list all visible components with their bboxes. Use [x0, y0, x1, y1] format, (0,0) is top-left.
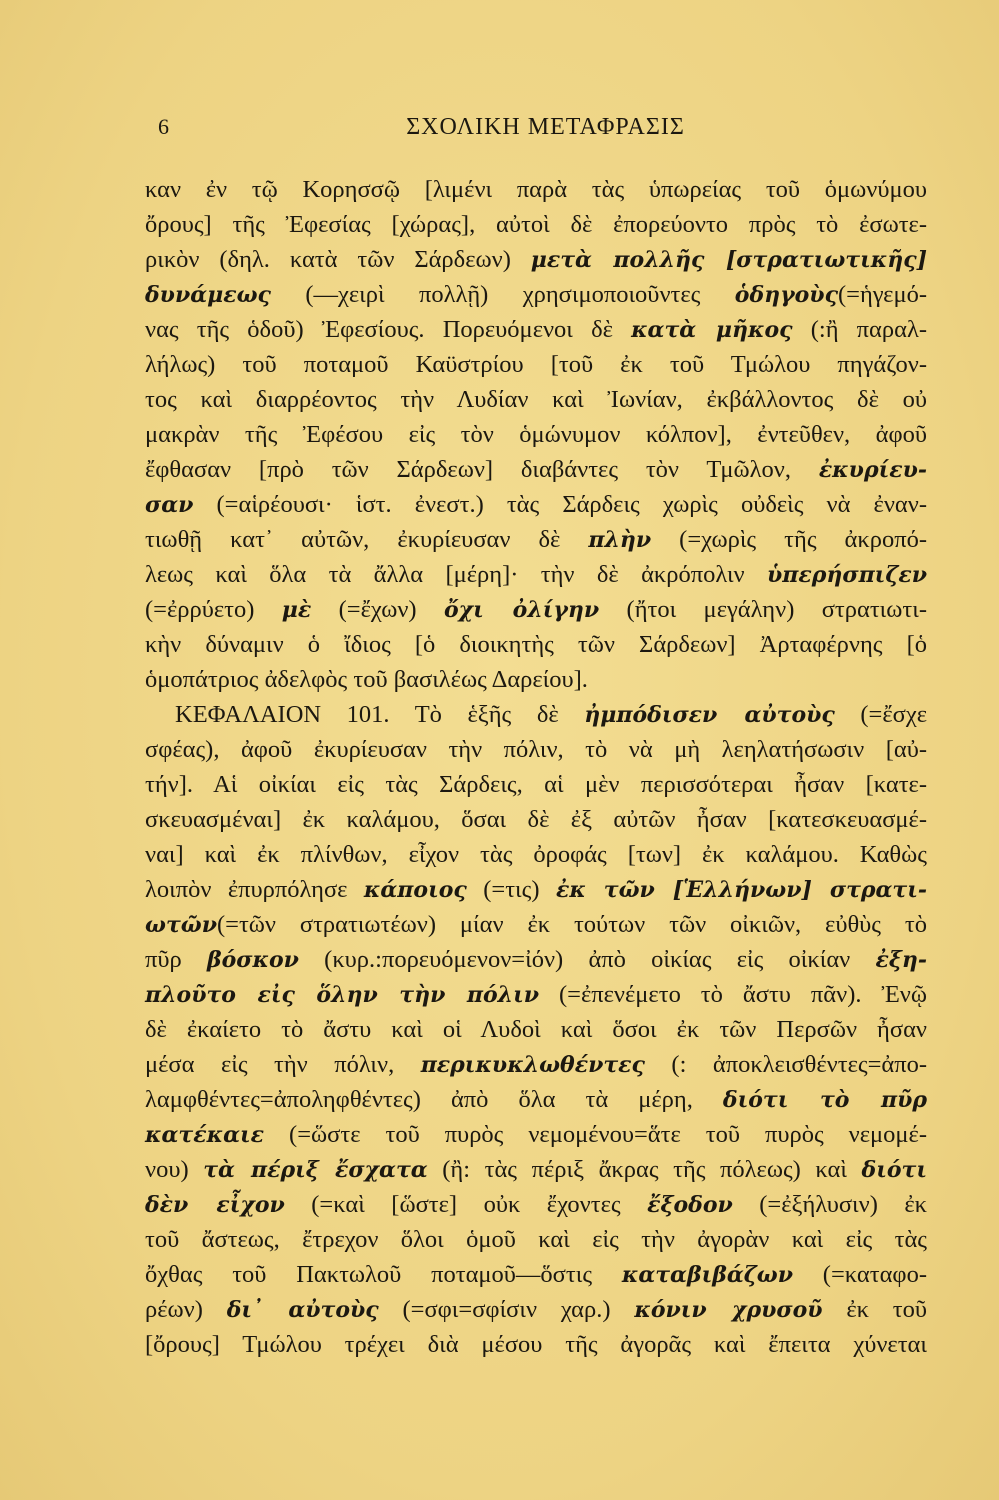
text-line: [145, 732, 927, 767]
running-title: ΣΧΟΛΙΚΗ ΜΕΤΑΦΡΑΣΙΣ: [406, 114, 685, 140]
text-line: [145, 347, 927, 382]
bold-term: διότι τὸ πῦρ: [722, 1087, 928, 1113]
text-run: ρικὸν (δηλ. κατὰ τῶν Σάρδεων): [145, 246, 531, 273]
bold-term: κατέκαιε: [145, 1122, 265, 1148]
text-run: (ἢ: τὰς πέριξ ἄκρας τῆς πόλεως) καὶ: [427, 1156, 862, 1183]
bold-term: δι᾽ αὐτοὺς: [226, 1297, 379, 1323]
text-run: (=σφι=σφίσιν χαρ.): [378, 1296, 635, 1323]
text-run: καν ἐν τῷ Κορησσῷ [λιμένι παρὰ τὰς ὑπωρείας τοῦ ὁμωνύμου: [145, 176, 927, 203]
bold-term: κατὰ μῆκος: [631, 317, 793, 343]
body-text: [145, 172, 927, 1362]
text-line: [145, 557, 927, 592]
text-line: [145, 1257, 927, 1292]
bold-term: μετὰ πολλῆς [στρατιωτικῆς]: [530, 247, 927, 273]
text-run: (=ἔσχε: [834, 701, 928, 728]
bold-term: ἐξη-: [875, 947, 928, 973]
text-run: (=ὥστε τοῦ πυρὸς νεμομένου=ἅτε τοῦ πυρὸς νεμομέ-: [264, 1121, 927, 1148]
text-line: [145, 907, 927, 942]
text-run: ὄχθας τοῦ Πακτωλοῦ ποταμοῦ—ὅστις: [145, 1261, 622, 1288]
text-run: (=ἔχων): [311, 596, 444, 623]
text-line: [145, 662, 927, 697]
text-run: σφέας), ἀφοῦ ἐκυρίευσαν τὴν πόλιν, τὸ νὰ μὴ λεηλατήσωσιν [αὐ-: [145, 736, 927, 763]
text-run: λεως καὶ ὅλα τὰ ἄλλα [μέρη]· τὴν δὲ ἀκρόπολιν: [145, 561, 767, 588]
text-run: (=ἡγεμό-: [837, 281, 927, 308]
bold-term: μὲ: [281, 597, 312, 623]
bold-term: κάποιος: [363, 877, 467, 903]
text-run: ἐκ τοῦ: [822, 1296, 927, 1323]
text-run: (=ἐπενέμετο τὸ ἄστυ πᾶν). Ἐνῷ: [539, 981, 927, 1008]
bold-term: δὲν εἶχον: [145, 1192, 285, 1218]
text-run: (=ἐρρύετο): [145, 596, 282, 623]
text-run: τοῦ ἄστεως, ἔτρεχον ὅλοι ὁμοῦ καὶ εἰς τὴν ἀγορὰν καὶ εἰς τὰς: [145, 1226, 927, 1253]
text-line: [145, 872, 927, 907]
text-line: [145, 977, 927, 1012]
text-line: [145, 1047, 927, 1082]
text-run: νας τῆς ὁδοῦ) Ἐφεσίους. Πορευόμενοι δὲ: [145, 316, 632, 343]
bold-term: τὰ πέριξ ἔσχατα: [203, 1157, 428, 1183]
text-run: τιωθῇ κατ᾽ αὐτῶν, ἐκυρίευσαν δὲ: [145, 526, 589, 553]
text-line: [145, 1327, 927, 1362]
text-run: τήν]. Αἱ οἰκίαι εἰς τὰς Σάρδεις, αἱ μὲν περισσότεραι ἦσαν [κατε-: [145, 771, 927, 798]
text-run: (=καὶ [ὥστε] οὐκ ἔχοντες: [284, 1191, 648, 1218]
bold-term: σαν: [145, 492, 194, 518]
text-run: (=τις): [466, 876, 556, 903]
bold-term: ἐκυρίευ-: [818, 457, 927, 483]
bold-term: ἠμπόδισεν αὐτοὺς: [584, 702, 835, 728]
text-line: [145, 767, 927, 802]
text-run: νου): [145, 1156, 204, 1183]
text-line: [145, 592, 927, 627]
text-line: [145, 697, 927, 732]
text-run: δὲ ἐκαίετο τὸ ἄστυ καὶ οἱ Λυδοὶ καὶ ὅσοι ἐκ τῶν Περσῶν ἦσαν: [145, 1016, 927, 1043]
text-run: λοιπὸν ἐπυρπόλησε: [145, 876, 364, 903]
text-run: ὄρους] τῆς Ἐφεσίας [χώρας], αὐτοὶ δὲ ἐπορεύοντο πρὸς τὸ ἐσωτε-: [145, 211, 927, 238]
text-run: [ὄρους] Τμώλου τρέχει διὰ μέσου τῆς ἀγορᾶς καὶ ἔπειτα χύνεται: [145, 1331, 927, 1358]
bold-term: ωτῶν: [145, 912, 217, 938]
text-run: κὴν δύναμιν ὁ ἴδιος [ὁ διοικητὴς τῶν Σάρδεων] Ἀρταφέρνης [ὁ: [145, 631, 927, 658]
text-run: πῦρ: [145, 946, 207, 973]
text-run: (: ἀποκλεισθέντες=ἀπο-: [644, 1051, 928, 1078]
text-line: [145, 312, 927, 347]
text-line: [145, 1222, 927, 1257]
bold-term: ὁδηγοὺς: [734, 282, 838, 308]
text-run: λαμφθέντες=ἀποληφθέντες) ἀπὸ ὅλα τὰ μέρη,: [145, 1086, 723, 1113]
bold-term: ἐκ τῶν [Ἑλλήνων] στρατι-: [555, 877, 928, 903]
text-line: [145, 1082, 927, 1117]
text-line: [145, 487, 927, 522]
text-run: (=χωρὶς τῆς ἀκροπό-: [651, 526, 927, 553]
text-line: [145, 1117, 927, 1152]
text-run: (=καταφο-: [793, 1261, 927, 1288]
text-run: ΚΕΦΑΛΑΙΟΝ 101. Τὸ ἑξῆς δὲ: [175, 701, 585, 728]
text-run: σκευασμέναι] ἐκ καλάμου, ὅσαι δὲ ἐξ αὐτῶν ἦσαν [κατεσκευασμέ-: [145, 806, 927, 833]
text-line: [145, 942, 927, 977]
text-line: [145, 1187, 927, 1222]
text-run: λήλως) τοῦ ποταμοῦ Καϋστρίου [τοῦ ἐκ τοῦ Τμώλου πηγάζον-: [145, 351, 927, 378]
text-line: [145, 627, 927, 662]
text-line: [145, 207, 927, 242]
bold-term: διότι: [861, 1157, 927, 1183]
bold-term: βόσκον: [206, 947, 299, 973]
text-run: (=τῶν στρατιωτέων) μίαν ἐκ τούτων τῶν οἰκιῶν, εὐθὺς τὸ: [216, 911, 927, 938]
text-run: μέσα εἰς τὴν πόλιν,: [145, 1051, 421, 1078]
text-line: [145, 277, 927, 312]
text-run: (=ἐξήλυσιν) ἐκ: [732, 1191, 927, 1218]
text-line: [145, 1292, 927, 1327]
bold-term: ὑπερήσπιζεν: [766, 562, 927, 588]
bold-term: καταβιβάζων: [621, 1262, 794, 1288]
text-line: [145, 802, 927, 837]
text-run: τος καὶ διαρρέοντος τὴν Λυδίαν καὶ Ἰωνίαν, ἐκβάλλοντος δὲ οὐ: [145, 386, 927, 413]
text-line: [145, 417, 927, 452]
bold-term: πλὴν: [588, 527, 652, 553]
text-run: (—χειρὶ πολλῇ) χρησιμοποιοῦντες: [270, 281, 735, 308]
text-line: [145, 837, 927, 872]
bold-term: ὄχι ὀλίγην: [443, 597, 600, 623]
text-run: (κυρ.:πορευόμενον=ἰόν) ἀπὸ οἰκίας εἰς οἰκίαν: [298, 946, 876, 973]
bold-term: κόνιν χρυσοῦ: [634, 1297, 823, 1323]
text-run: ὁμοπάτριος ἀδελφὸς τοῦ βασιλέως Δαρείου].: [145, 666, 588, 693]
bold-term: δυνάμεως: [145, 282, 271, 308]
text-line: [145, 242, 927, 277]
text-line: [145, 522, 927, 557]
text-run: (ἤτοι μεγάλην) στρατιωτι-: [599, 596, 927, 623]
text-line: [145, 382, 927, 417]
bold-term: περικυκλωθέντες: [420, 1052, 645, 1078]
text-line: [145, 172, 927, 207]
text-run: ἔφθασαν [πρὸ τῶν Σάρδεων] διαβάντες τὸν Τμῶλον,: [145, 456, 819, 483]
bold-term: πλοῦτο εἰς ὅλην τὴν πόλιν: [145, 982, 540, 1008]
text-run: (=αἱρέουσι· ἱστ. ἐνεστ.) τὰς Σάρδεις χωρὶς οὐδεὶς νὰ ἐναν-: [193, 491, 927, 518]
text-line: [145, 452, 927, 487]
text-run: ναι] καὶ ἐκ πλίνθων, εἶχον τὰς ὀροφάς [των] ἐκ καλάμου. Καθὼς: [145, 841, 927, 868]
bold-term: ἔξοδον: [647, 1192, 733, 1218]
text-line: [145, 1152, 927, 1187]
text-run: ρέων): [145, 1296, 227, 1323]
text-run: μακρὰν τῆς Ἐφέσου εἰς τὸν ὁμώνυμον κόλπον], ἐντεῦθεν, ἀφοῦ: [145, 421, 927, 448]
text-line: [145, 1012, 927, 1047]
text-run: (:ἢ παραλ-: [792, 316, 927, 343]
page-number: 6: [158, 114, 169, 139]
